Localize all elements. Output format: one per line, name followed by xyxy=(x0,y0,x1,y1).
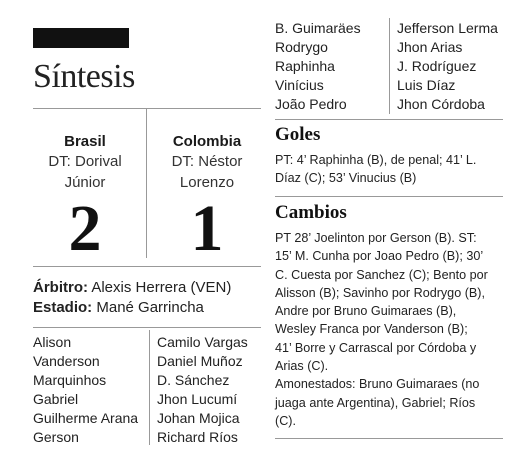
referee-label: Árbitro: xyxy=(33,279,88,296)
list-item: Camilo Vargas xyxy=(157,334,248,350)
referee-line xyxy=(33,278,231,298)
list-item: Jhon Lucumí xyxy=(157,391,238,407)
goles-text: PT: 4’ Raphinha (B), de penal; 41’ L. Díaz (C); 53’ Vinucius (B) xyxy=(275,153,477,186)
header-black-bar xyxy=(33,28,129,48)
colombia-lineup-col2 xyxy=(397,19,498,114)
away-score: 1 xyxy=(190,192,224,265)
list-item: B. Guimaräes xyxy=(275,20,361,36)
brasil-lineup-col2 xyxy=(275,19,361,114)
list-item: Jefferson Lerma xyxy=(397,20,498,36)
list-item: Gerson xyxy=(33,429,79,445)
list-item: J. Rodríguez xyxy=(397,58,477,74)
divider-cambios xyxy=(275,196,503,197)
list-item: D. Sánchez xyxy=(157,372,230,388)
page-title: Síntesis xyxy=(33,58,135,95)
divider-middle xyxy=(33,266,261,267)
list-item: Jhon Arias xyxy=(397,39,463,55)
list-item: Daniel Muñoz xyxy=(157,353,243,369)
divider-lineup-cols xyxy=(149,330,150,445)
home-coach-line1: DT: Dorival xyxy=(48,153,122,170)
brasil-lineup-col1 xyxy=(33,333,138,447)
colombia-lineup-col1 xyxy=(157,333,248,447)
divider-goles xyxy=(275,119,503,120)
home-coach-line2: Júnior xyxy=(64,174,106,191)
list-item: Marquinhos xyxy=(33,372,107,388)
list-item: Vanderson xyxy=(33,353,100,369)
divider-lineup-cols-right xyxy=(389,18,390,114)
home-team-name: Brasil xyxy=(64,133,106,150)
list-item: Jhon Córdoba xyxy=(397,96,485,112)
divider-lineups xyxy=(33,327,261,328)
list-item: Richard Ríos xyxy=(157,429,238,445)
list-item: Gabriel xyxy=(33,391,79,407)
list-item: Johan Mojica xyxy=(157,410,240,426)
away-coach-line2: Lorenzo xyxy=(179,174,235,191)
away-coach-line1: DT: Néstor xyxy=(171,153,243,170)
list-item: Vinícius xyxy=(275,77,324,93)
away-team-block xyxy=(142,132,272,193)
list-item: João Pedro xyxy=(275,96,347,112)
list-item: Guilherme Arana xyxy=(33,410,139,426)
goles-title: Goles xyxy=(275,124,321,145)
referee-name: Alexis Herrera (VEN) xyxy=(88,279,232,296)
home-score: 2 xyxy=(68,192,102,265)
cambios-text: PT 28’ Joelinton por Gerson (B). ST: 15’ M. Cunha por Joao Pedro (B); 30’ C. Cuesta por Sanchez (C); Bento por Alisson (B); Savinho por Rodrygo (B), Andre por Bruno Guimaraes (B), Wesley Franca por Vanderson (B); 41’ Borre y Carrascal por Córdoba y Arias (C). Amonestados: Bruno Guimaraes (no juaga ante Argentina), Gabriel; Ríos (C). xyxy=(275,231,488,428)
home-team-block xyxy=(20,132,150,193)
stadium-line xyxy=(33,298,204,318)
list-item: Luis Díaz xyxy=(397,77,456,93)
stadium-name: Mané Garrincha xyxy=(92,299,204,316)
stadium-label: Estadio: xyxy=(33,299,93,316)
list-item: Raphinha xyxy=(275,58,335,74)
divider-top xyxy=(33,108,261,109)
away-team-name: Colombia xyxy=(172,133,242,150)
list-item: Alison xyxy=(33,334,72,350)
cambios-title: Cambios xyxy=(275,202,347,223)
divider-bottom xyxy=(275,438,503,439)
list-item: Rodrygo xyxy=(275,39,328,55)
